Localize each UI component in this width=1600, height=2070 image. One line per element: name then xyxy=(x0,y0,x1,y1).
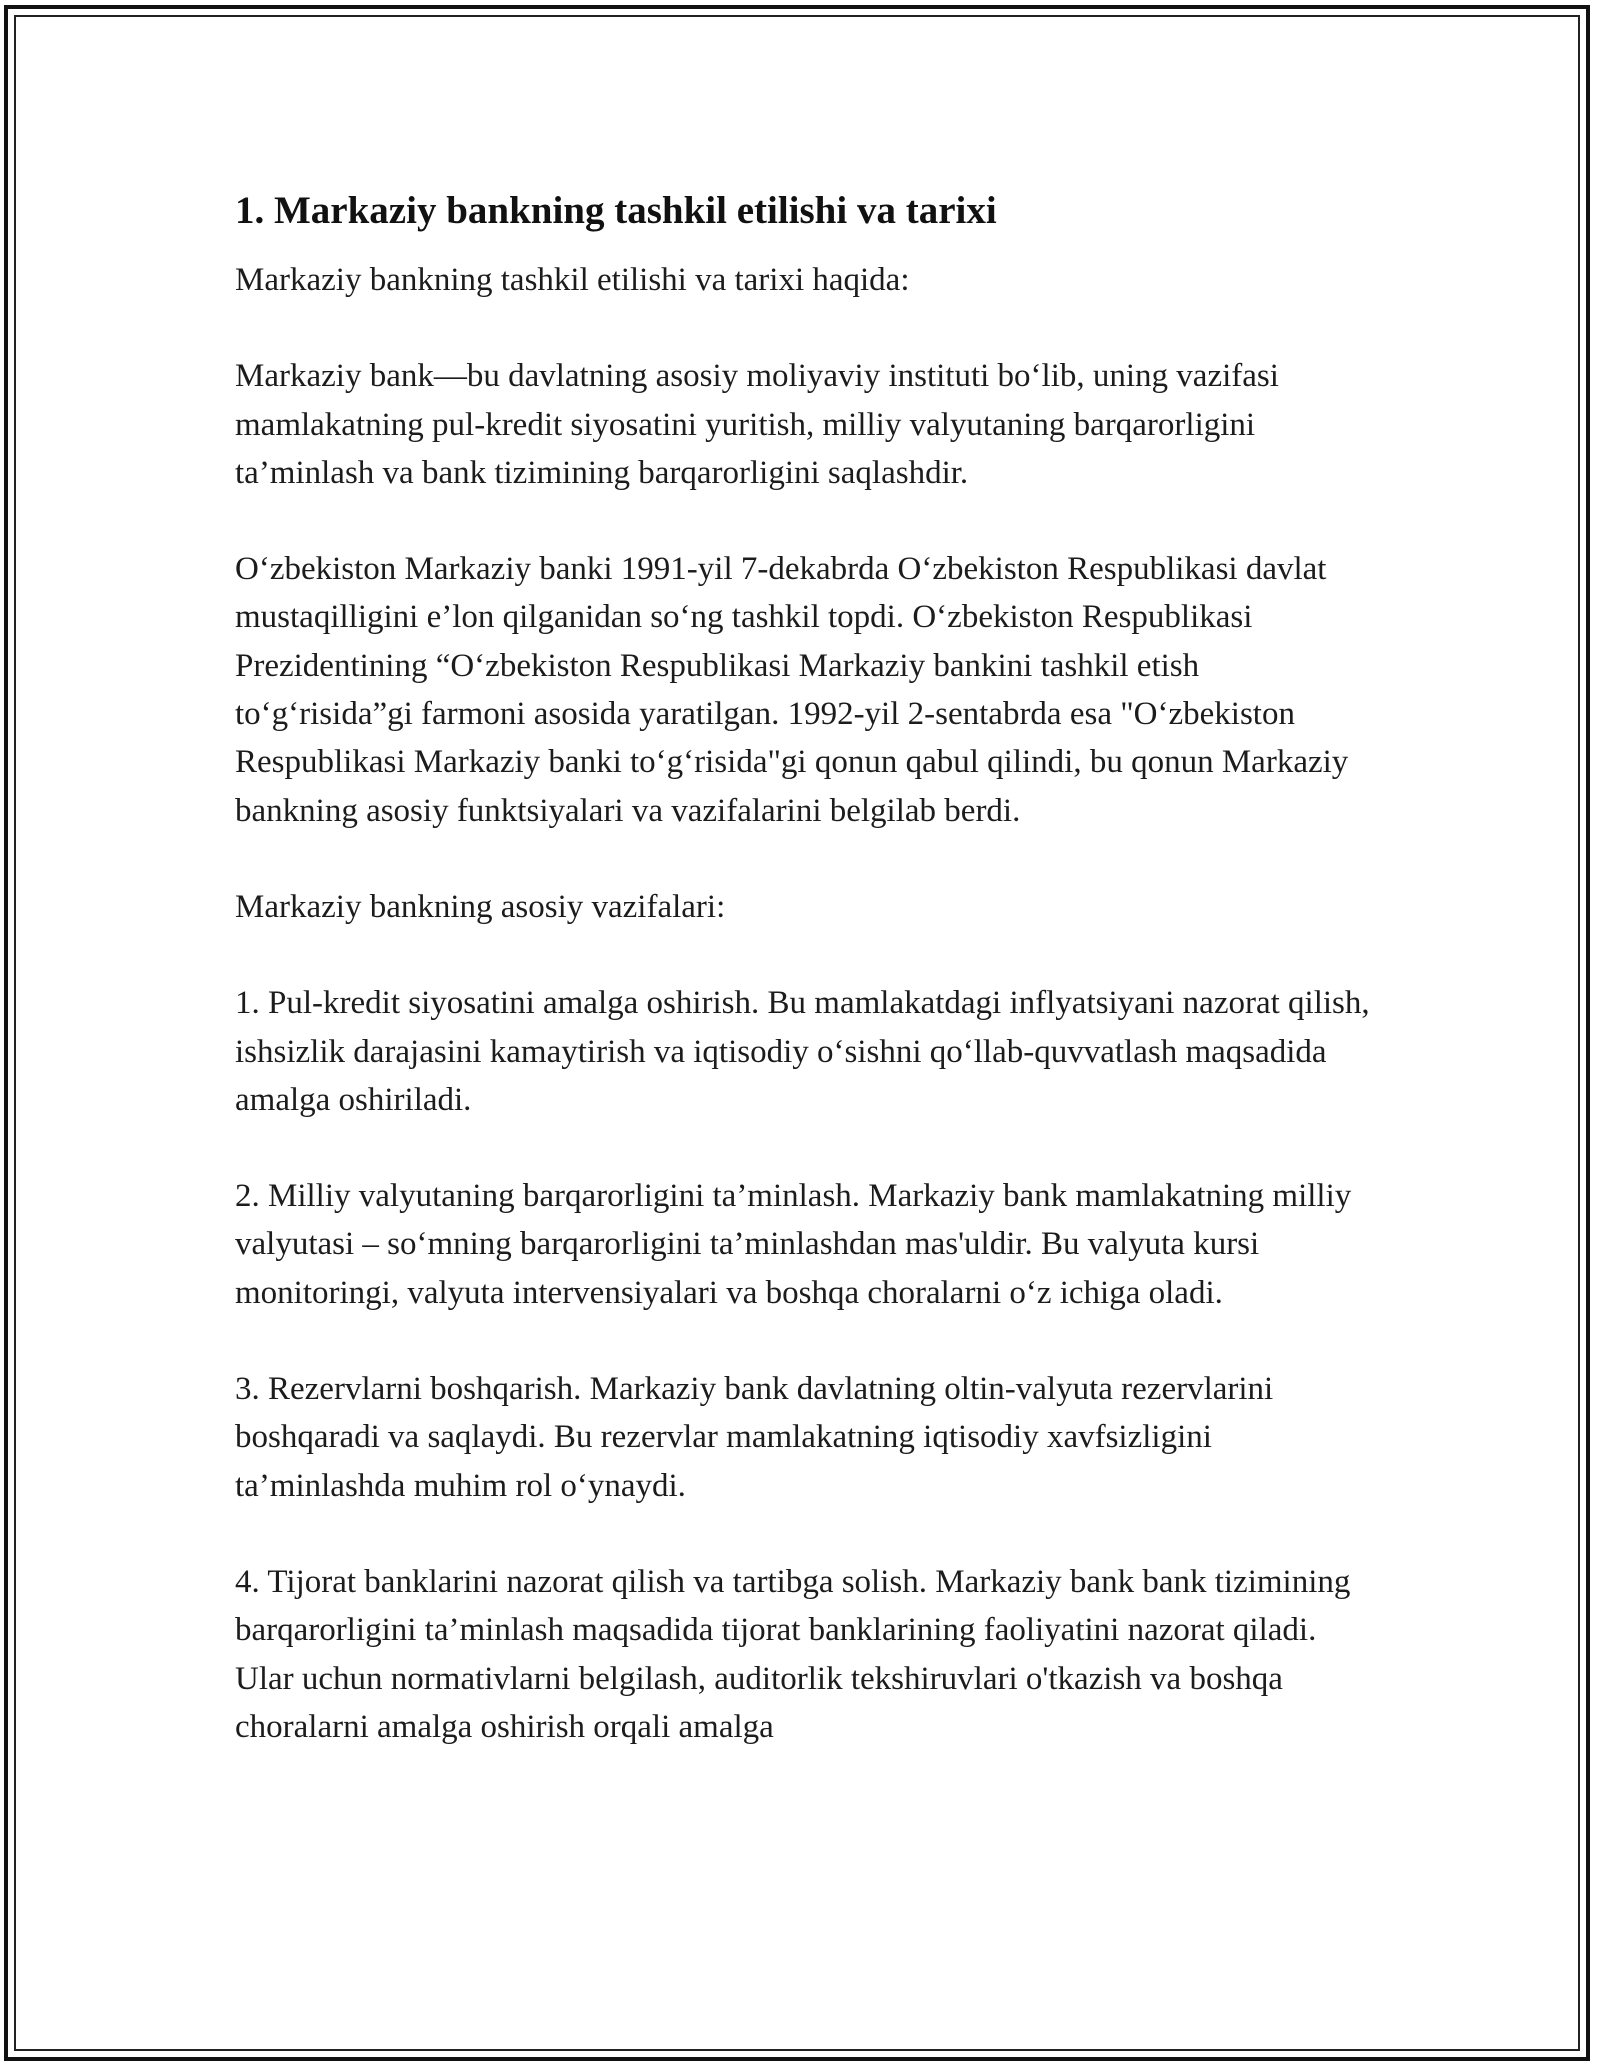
function-item-1: 1. Pul-kredit siyosatini amalga oshirish. Bu mamlakatdagi inflyatsiyani nazorat qilish, ishsizlik darajasini kamaytirish va iqtisodiy o‘sishni qo‘llab-quvvatlash maqsadida amalga oshiriladi. xyxy=(235,985,1370,1118)
document-body xyxy=(235,186,1375,1751)
definition-paragraph: Markaziy bank—bu davlatning asosiy moliyaviy instituti bo‘lib, uning vazifasi mamlakatning pul-kredit siyosatini yuritish, milliy valyutaning barqarorligini ta’minlash va bank tizimining barqarorligini saqlashdir. xyxy=(235,358,1279,491)
section-heading: 1. Markaziy bankning tashkil etilishi va tarixi xyxy=(235,189,997,232)
function-item-2: 2. Milliy valyutaning barqarorligini ta’minlash. Markaziy bank mamlakatning milliy valyutasi – so‘mning barqarorligini ta’minlashdan mas'uldir. Bu valyuta kursi monitoringi, valyuta intervensiyalari va boshqa choralarni o‘z ichiga oladi. xyxy=(235,1178,1352,1311)
function-item-3: 3. Rezervlarni boshqarish. Markaziy bank davlatning oltin-valyuta rezervlarini boshqaradi va saqlaydi. Bu rezervlar mamlakatning iqtisodiy xavfsizligini ta’minlashda muhim rol o‘ynaydi. xyxy=(235,1371,1274,1504)
function-item-4: 4. Tijorat banklarini nazorat qilish va tartibga solish. Markaziy bank bank tizimining barqarorligini ta’minlash maqsadida tijorat banklarining faoliyatini nazorat qiladi. Ular uchun normativlarni belgilash, auditorlik tekshiruvlari o'tkazish va boshqa choralarni amalga oshirish orqali amalga xyxy=(235,1563,1351,1745)
history-paragraph: O‘zbekiston Markaziy banki 1991-yil 7-dekabrda O‘zbekiston Respublikasi davlat mustaqilligini e’lon qilganidan so‘ng tashkil topdi. O‘zbekiston Respublikasi Prezidentining “O‘zbekiston Respublikasi Markaziy bankini tashkil etish to‘g‘risida”gi farmoni asosida yaratilgan. 1992-yil 2-sentabrda esa "O‘zbekiston Respublikasi Markaziy banki to‘g‘risida"gi qonun qabul qilindi, bu qonun Markaziy bankning asosiy funktsiyalari va vazifalarini belgilab berdi. xyxy=(235,551,1349,829)
functions-intro-paragraph: Markaziy bankning asosiy vazifalari: xyxy=(235,888,726,925)
intro-paragraph: Markaziy bankning tashkil etilishi va tarixi haqida: xyxy=(235,262,910,298)
